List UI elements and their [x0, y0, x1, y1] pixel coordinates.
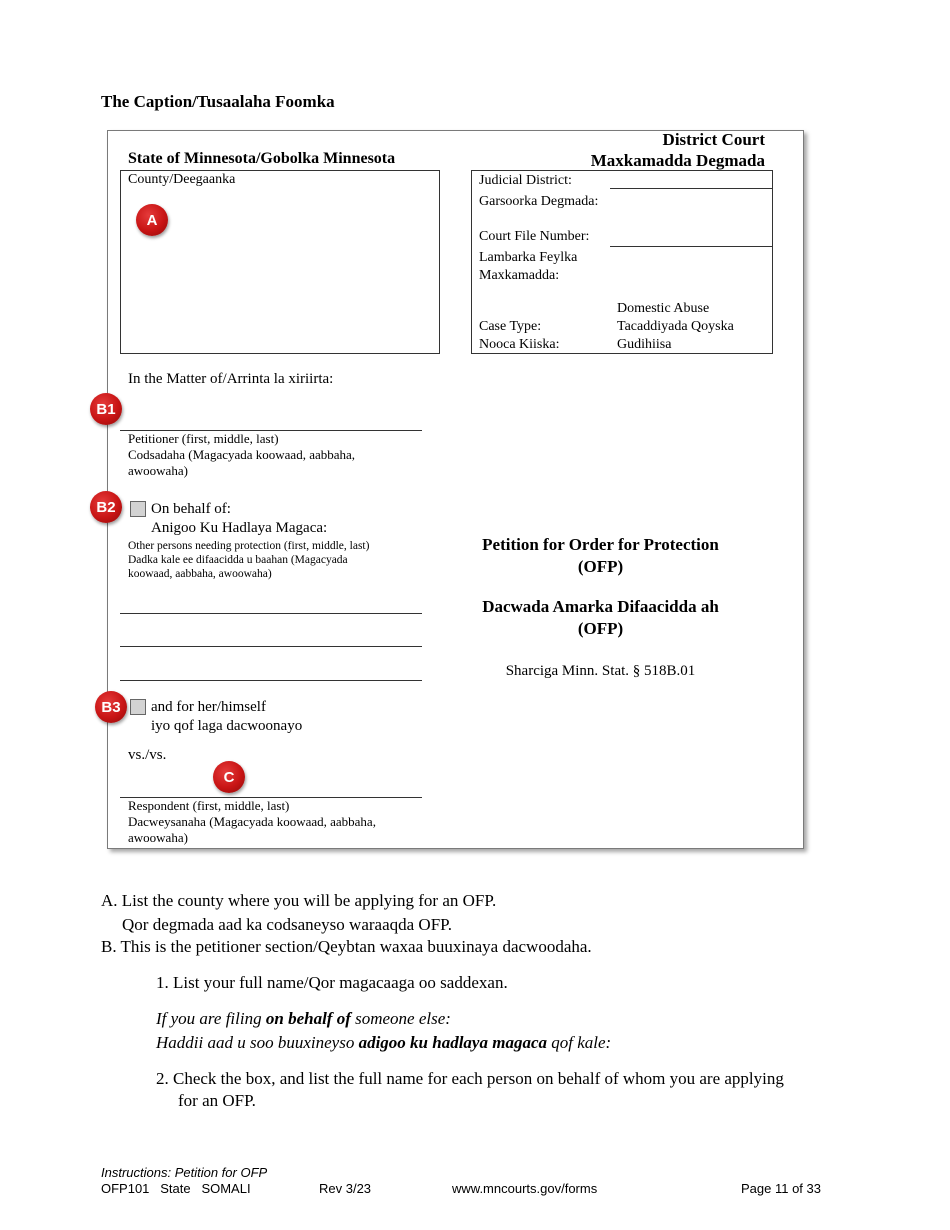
other-person-line-1 [120, 613, 422, 614]
self-label: and for her/himself [151, 699, 266, 715]
district-court-heading: District Court Maxkamadda Degmada [590, 130, 765, 170]
footer-page: Page 11 of 33 [741, 1181, 821, 1196]
instruction-step-2-cont: for an OFP. [178, 1091, 256, 1110]
caption-figure [107, 130, 804, 849]
marker-c: C [213, 761, 245, 793]
marker-b2: B2 [90, 491, 122, 523]
on-behalf-checkbox[interactable] [130, 501, 146, 517]
county-label: County/Deegaanka [128, 172, 236, 187]
respondent-label: Respondent (first, middle, last) Dacweysanaha (Magacyada koowaad, aabbaha, awoowaha) [128, 798, 376, 845]
court-file-number-label-so: Lambarka Feylka [479, 250, 578, 265]
footer-rev: Rev 3/23 [319, 1181, 372, 1196]
marker-a: A [136, 204, 168, 236]
judicial-district-label: Judicial District: [479, 173, 572, 188]
footer-url: www.mncourts.gov/forms [452, 1181, 598, 1196]
marker-b3: B3 [95, 691, 127, 723]
petition-title-so: Dacwada Amarka Difaacidda ah (OFP) [482, 597, 719, 638]
instruction-a-so: Qor degmada aad ka codsaneyso waraaqda OFP. [122, 915, 452, 934]
instruction-step-2: 2. Check the box, and list the full name for each person on behalf of whom you are applying [156, 1069, 784, 1088]
instruction-if-filing-so: Haddii aad u soo buuxineyso adigoo ku hadlaya magaca qof kale: [156, 1033, 612, 1052]
instruction-step-1: 1. List your full name/Qor magacaaga oo saddexan. [156, 973, 508, 992]
other-persons-label: Other persons needing protection (first, middle, last) Dadka kale ee difaacidda u baahan (Magacyada koowaad, aabbaha, awoowaha) [128, 540, 370, 580]
instruction-a: A. List the county where you will be applying for an OFP. [101, 891, 497, 910]
other-person-line-2 [120, 646, 422, 647]
petitioner-label: Petitioner (first, middle, last) Codsadaha (Magacyada koowaad, aabbaha, awoowaha) [128, 431, 356, 478]
on-behalf-label-so: Anigoo Ku Hadlaya Magaca: [151, 520, 328, 536]
marker-b1: B1 [90, 393, 122, 425]
self-checkbox[interactable] [130, 699, 146, 715]
instruction-if-filing: If you are filing on behalf of someone else: [156, 1009, 451, 1028]
county-box [120, 170, 440, 354]
self-label-so: iyo qof laga dacwoonayo [151, 718, 303, 734]
section-title: The Caption/Tusaalaha Foomka [101, 92, 335, 111]
case-info-box [471, 170, 773, 354]
court-file-number-label-so-2: Maxkamadda: [479, 268, 560, 283]
other-person-line-3 [120, 680, 422, 681]
judicial-district-label-so: Garsoorka Degmada: [479, 194, 599, 209]
case-type-value-1: Domestic Abuse [617, 301, 710, 316]
case-type-value-3: Gudihiisa [617, 337, 672, 352]
statute-citation: Sharciga Minn. Stat. § 518B.01 [505, 663, 696, 679]
court-file-number-label: Court File Number: [479, 229, 590, 244]
state-heading: State of Minnesota/Gobolka Minnesota [128, 150, 396, 167]
in-the-matter-label: In the Matter of/Arrinta la xiriirta: [128, 371, 334, 387]
on-behalf-label: On behalf of: [151, 501, 231, 517]
petition-title-en: Petition for Order for Protection (OFP) [482, 535, 719, 576]
instruction-b: B. This is the petitioner section/Qeybtan waxaa buuxinaya dacwoodaha. [101, 937, 592, 956]
vs-label: vs./vs. [128, 747, 167, 763]
footer-form-id: OFP101 State SOMALI [101, 1181, 251, 1196]
footer-doc-title: Instructions: Petition for OFP [101, 1165, 268, 1180]
case-type-value-2: Tacaddiyada Qoyska [617, 319, 734, 334]
case-type-label-so: Nooca Kiiska: [479, 337, 560, 352]
case-type-label: Case Type: [479, 319, 542, 334]
